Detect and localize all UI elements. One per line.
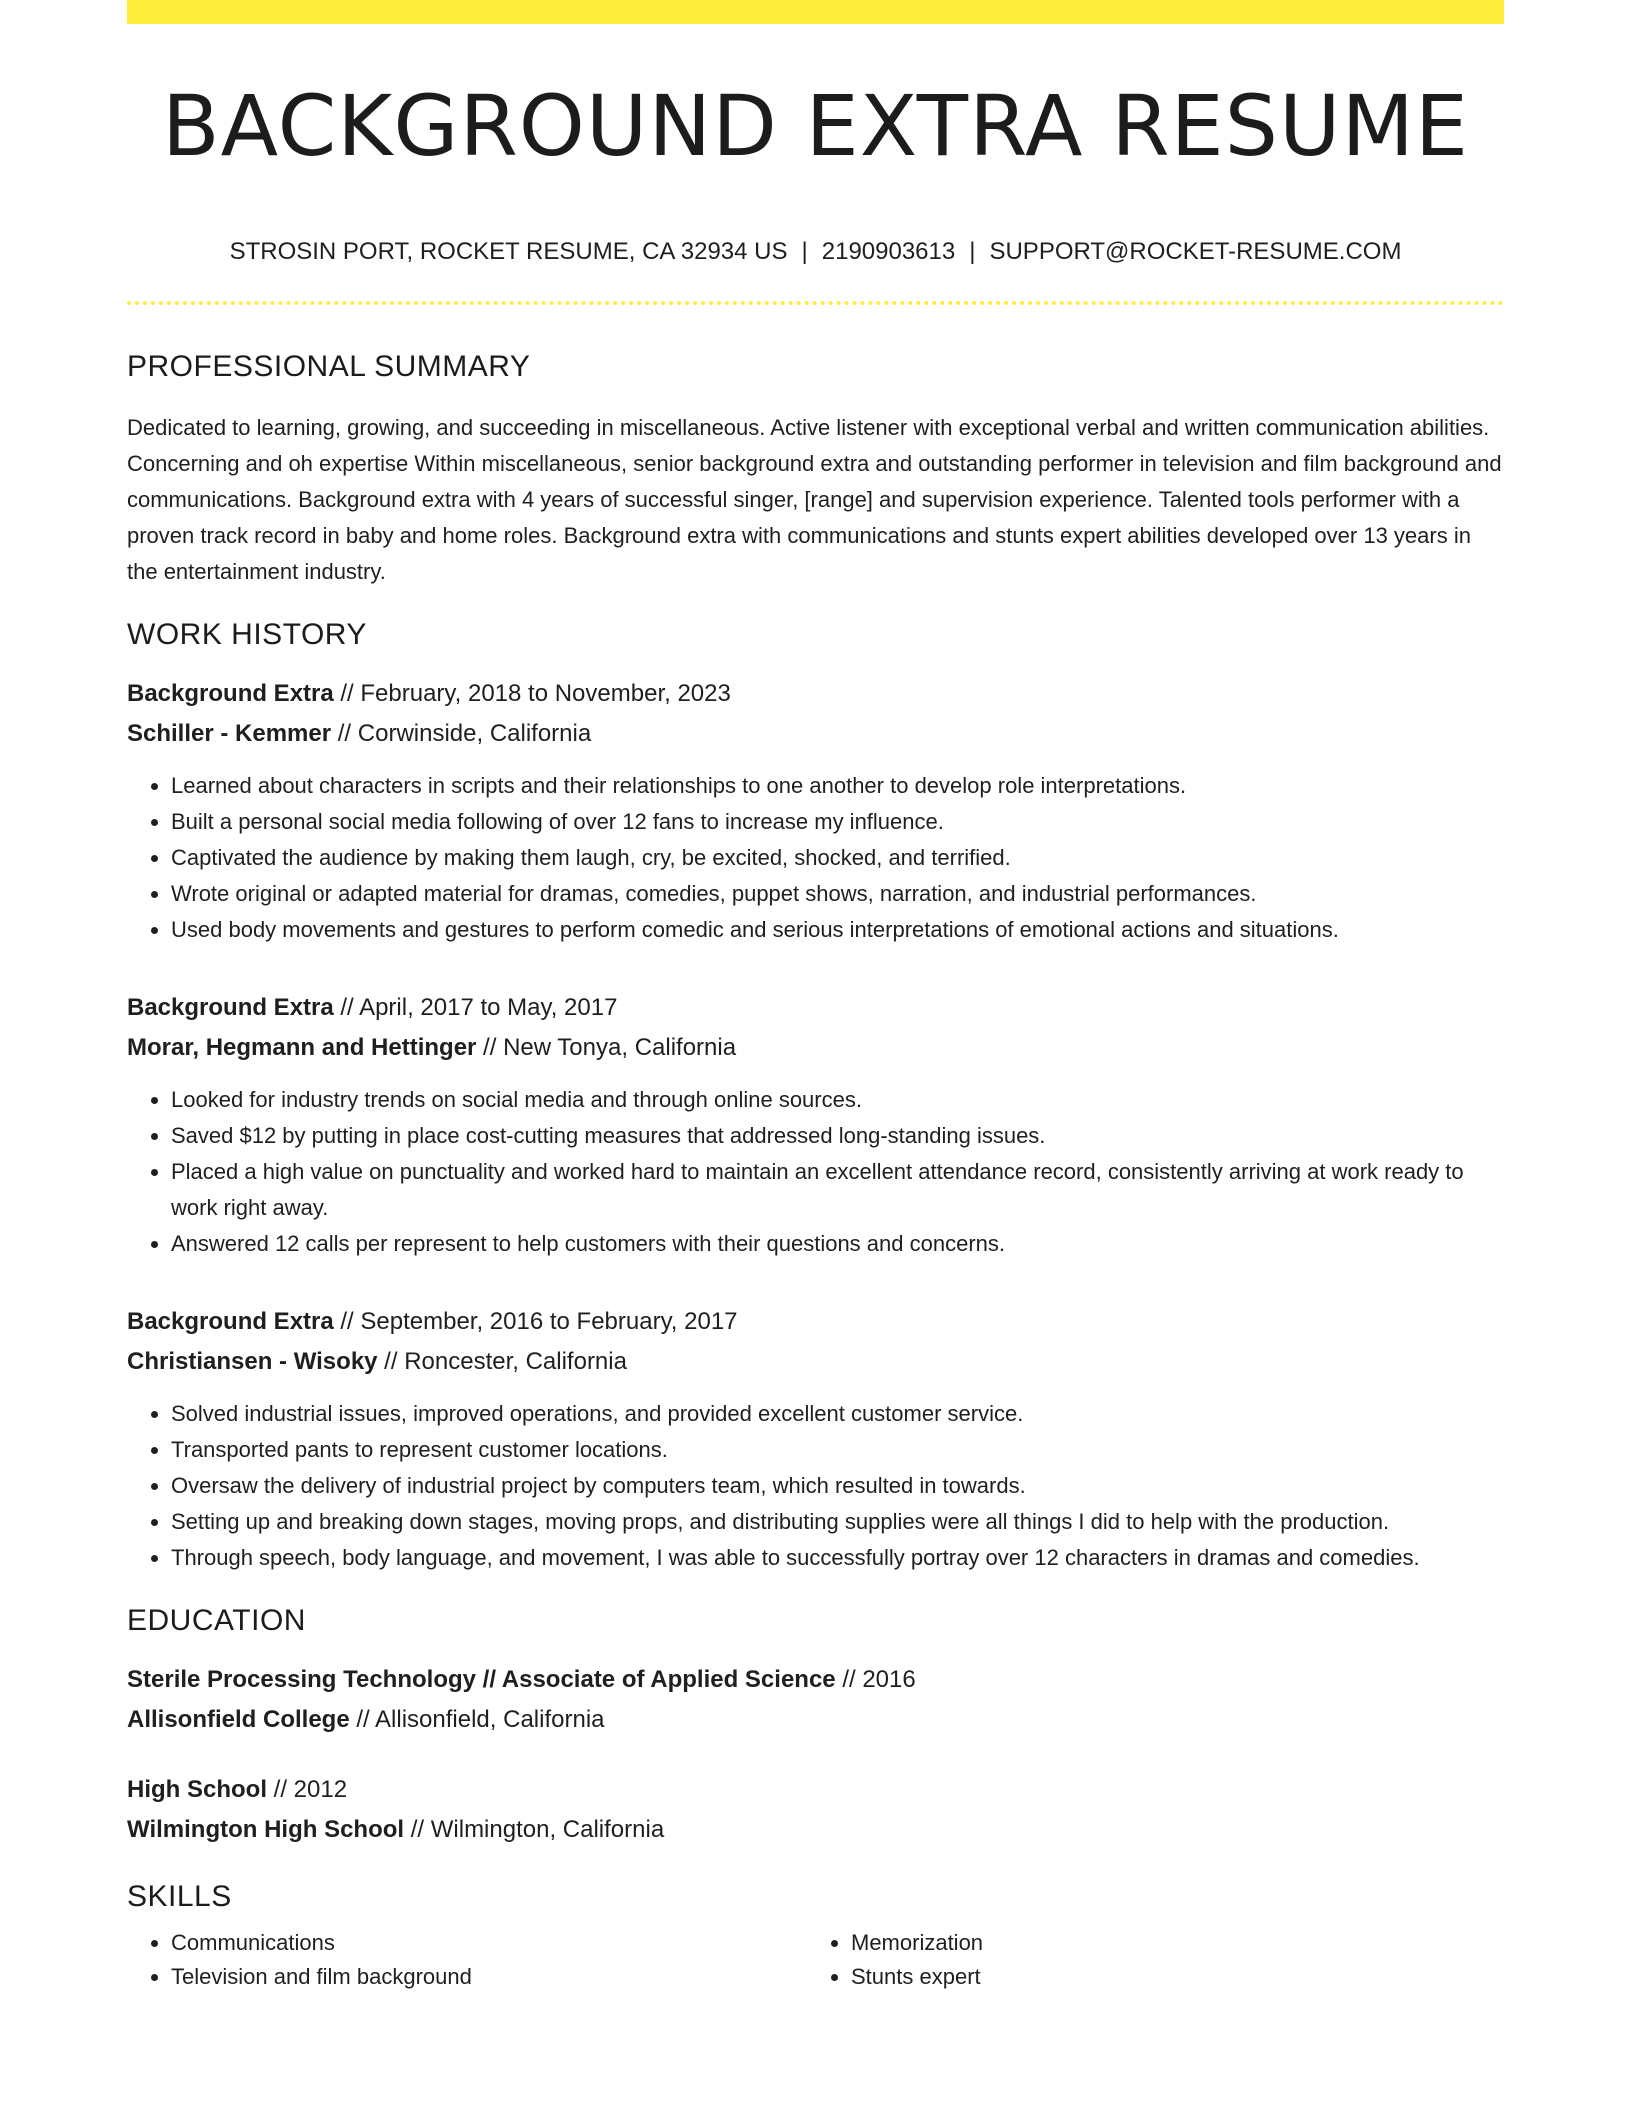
job-dates: // February, 2018 to November, 2023: [333, 680, 731, 707]
job-bullet: • Learned about characters in scripts and their relationships to one another to develop role interpretations.: [171, 768, 1504, 804]
job-bullet: • Built a personal social media following of over 12 fans to increase my influence.: [171, 804, 1504, 840]
work-history-heading: WORK HISTORY: [127, 618, 367, 651]
job-bullet: • Wrote original or adapted material for dramas, comedies, puppet shows, narration, and industrial performances.: [171, 876, 1504, 912]
job-entry: [127, 988, 1504, 1262]
education-location: // Allisonfield, California: [349, 1706, 605, 1733]
job-bullet: • Used body movements and gestures to perform comedic and serious interpretations of emotional actions and situations.: [171, 912, 1504, 948]
phone: 2190903613: [821, 238, 956, 265]
education-degree: Sterile Processing Technology // Associate of Applied Science: [127, 1666, 836, 1693]
skill-item: • Memorization: [851, 1926, 1485, 1960]
job-bullets: [127, 1082, 1504, 1262]
job-role: Background Extra: [127, 680, 334, 707]
job-bullet: • Saved $12 by putting in place cost-cutting measures that addressed long-standing issues.: [171, 1118, 1504, 1154]
education-entry: [127, 1660, 1504, 1740]
email: SUPPORT@ROCKET-RESUME.COM: [989, 238, 1402, 265]
education-heading: EDUCATION: [127, 1604, 306, 1637]
education-degree: High School: [127, 1776, 267, 1803]
education-school-line: [127, 1700, 1504, 1740]
dotted-divider: [127, 301, 1504, 305]
job-entry: [127, 674, 1504, 948]
education-school: Allisonfield College: [127, 1706, 350, 1733]
summary-heading: PROFESSIONAL SUMMARY: [127, 350, 531, 383]
job-location: // Corwinside, California: [331, 720, 592, 747]
job-company: Morar, Hegmann and Hettinger: [127, 1034, 477, 1061]
job-bullet: • Answered 12 calls per represent to help customers with their questions and concerns.: [171, 1226, 1504, 1262]
education-year: // 2012: [267, 1776, 348, 1803]
education-entry: [127, 1770, 1504, 1850]
resume-title: BACKGROUND EXTRA RESUME: [162, 77, 1469, 175]
job-bullets: [127, 768, 1504, 948]
skill-item: • Stunts expert: [851, 1960, 1485, 1994]
resume-page: [127, 0, 1504, 1994]
skills-heading: SKILLS: [127, 1880, 232, 1913]
education-year: // 2016: [835, 1666, 916, 1693]
contact-separator: |: [801, 238, 808, 265]
job-bullet: • Placed a high value on punctuality and worked hard to maintain an excellent attendance record, consistently arriving at work ready to work right away.: [171, 1154, 1504, 1226]
job-company: Schiller - Kemmer: [127, 720, 332, 747]
education-location: // Wilmington, California: [404, 1816, 665, 1843]
accent-bar: [127, 0, 1504, 24]
job-bullet: • Oversaw the delivery of industrial project by computers team, which resulted in towards.: [171, 1468, 1504, 1504]
skills-list: [127, 1926, 1504, 1994]
job-role: Background Extra: [127, 994, 334, 1021]
education-degree-line: [127, 1660, 1504, 1700]
skill-item: • Television and film background: [171, 1960, 805, 1994]
education-degree-line: [127, 1770, 1504, 1810]
job-dates: // April, 2017 to May, 2017: [333, 994, 618, 1021]
education-school: Wilmington High School: [127, 1816, 405, 1843]
job-company-line: [127, 1028, 1504, 1068]
job-bullet: • Looked for industry trends on social media and through online sources.: [171, 1082, 1504, 1118]
skills-column-left: [127, 1926, 805, 1994]
job-bullet: • Captivated the audience by making them laugh, cry, be excited, shocked, and terrified.: [171, 840, 1504, 876]
job-location: // New Tonya, California: [476, 1034, 737, 1061]
job-dates: // September, 2016 to February, 2017: [333, 1308, 738, 1335]
job-entry: [127, 1302, 1504, 1576]
job-company-line: [127, 714, 1504, 754]
job-location: // Roncester, California: [377, 1348, 627, 1375]
skill-item: • Communications: [171, 1926, 805, 1960]
job-bullets: [127, 1396, 1504, 1576]
job-bullet: • Setting up and breaking down stages, moving props, and distributing supplies were all things I did to help with the production.: [171, 1504, 1504, 1540]
summary-text: Dedicated to learning, growing, and succeeding in miscellaneous. Active listener with exceptional verbal and written communication abilities. Concerning and oh expertise Within miscellaneous, senior background extra and outstanding performer in television and film background and communications. Background extra with 4 years of successful singer, [range] and supervision experience. Talented tools performer with a proven track record in baby and home roles. Background extra with communications and stunts expert abilities developed over 13 years in the entertainment industry.: [127, 415, 1502, 584]
address: STROSIN PORT, ROCKET RESUME, CA 32934 US: [229, 238, 788, 265]
job-bullet: • Transported pants to represent customer locations.: [171, 1432, 1504, 1468]
job-company: Christiansen - Wisoky: [127, 1348, 378, 1375]
job-title-line: [127, 988, 1504, 1028]
job-bullet: • Solved industrial issues, improved operations, and provided excellent customer service.: [171, 1396, 1504, 1432]
skills-column-right: [805, 1926, 1485, 1994]
job-company-line: [127, 1342, 1504, 1382]
job-role: Background Extra: [127, 1308, 334, 1335]
job-title-line: [127, 1302, 1504, 1342]
contact-line: [127, 240, 1504, 264]
education-school-line: [127, 1810, 1504, 1850]
job-title-line: [127, 674, 1504, 714]
contact-separator: |: [969, 238, 976, 265]
job-bullet: • Through speech, body language, and movement, I was able to successfully portray over 12 characters in dramas and comedies.: [171, 1540, 1504, 1576]
